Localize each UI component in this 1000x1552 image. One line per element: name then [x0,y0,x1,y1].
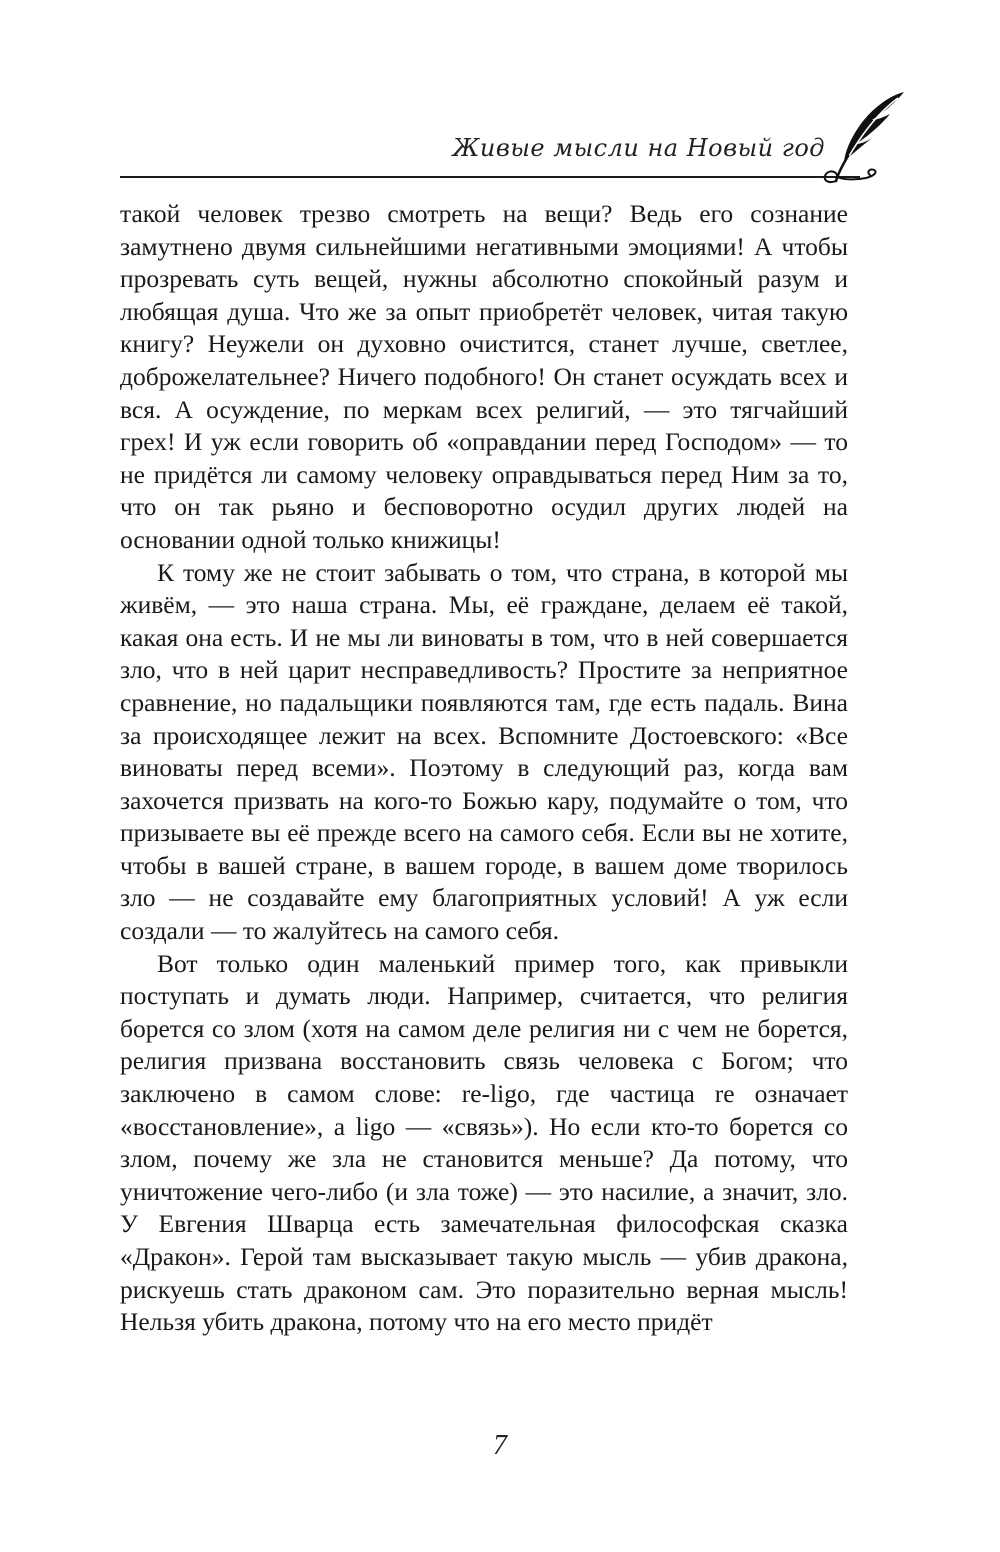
running-title: Живые мысли на Новый год [452,134,825,162]
page-number: 7 [493,1430,507,1461]
paragraph-2: К тому же не стоит забывать о том, что страна, в которой мы живём, — это наша страна. Мы, её граждане, делаем её такой, какая она есть. И не мы ли виноваты в том, что в ней совершается зло, что в ней царит несправедливость? Простите за неприятное сравнение, но падальщики появляются там, где есть падаль. Вина за происходящее лежит на всех. Вспомните Достоевского: «Все виноваты перед всеми». Поэтому в следующий раз, когда вам захочется призвать на кого-то Божью кару, подумайте о том, что призываете вы её прежде всего на самого себя. Если вы не хотите, чтобы в вашей стране, в вашем городе, в вашем доме творилось зло — не создавайте ему благоприятных условий! А уж если создали — то жалуйтесь на самого себя. [120,557,848,946]
paragraph-1: такой человек трезво смотреть на вещи? Ведь его сознание замутнено двумя сильнейшими негативными эмоциями! А чтобы прозревать суть вещей, нужны абсолютно спокойный разум и любящая душа. Что же за опыт приобретёт человек, читая такую книгу? Неужели он духовно очистится, станет лучше, светлее, доброжелательнее? Ничего подобного! Он станет осуждать всех и вся. А осуждение, по меркам всех религий, — это тягчайший грех! И уж если говорить об «оправдании перед Господом» — то не придётся ли самому человеку оправдываться перед Ним за то, что он так рьяно и бесповоротно осудил других людей на основании одной только книжицы! [120,199,848,554]
paragraph-3: Вот только один маленький пример того, как привыкли поступать и думать люди. Например, считается, что религия борется со злом (хотя на самом деле религия ни с чем не борется, религия призвана восстановить связь человека с Богом; что заключено в самом слове: re-ligo, где частица re означает «восстановление», а ligo — «связь»). Но если кто-то борется со злом, почему же зла не становится меньше? Да потому, что уничтожение чего-либо (и зла тоже) — это насилие, а значит, зло. У Евгения Шварца есть замечательная философская сказка «Дракон». Герой там высказывает такую мысль — убив дракона, рискуешь стать драконом сам. Это поразительно верная мысль! Нельзя убить дракона, потому что на его место придёт [120,948,848,1337]
header-rule [120,176,860,178]
running-header [120,120,905,180]
quill-pen-icon [818,88,913,188]
body-text [120,198,848,1339]
